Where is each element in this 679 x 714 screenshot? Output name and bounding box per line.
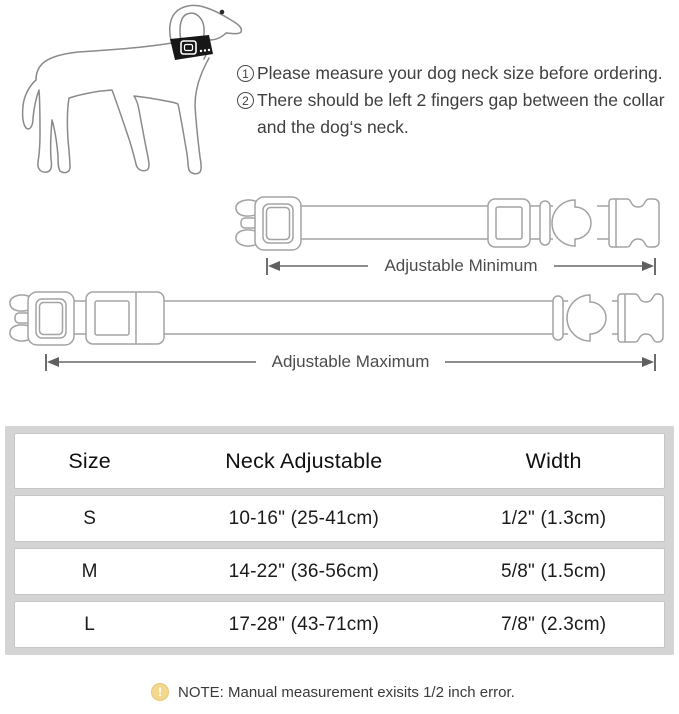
header-width: Width: [525, 448, 582, 473]
maximum-dimension-arrow: [45, 352, 656, 372]
size-table-header-row: [14, 433, 665, 489]
dimension-line: [445, 361, 642, 363]
dimension-line: [554, 265, 642, 267]
cell-neck: 17-28" (43-71cm): [228, 613, 379, 635]
instruction-text-1: Please measure your dog neck size before ordering.: [257, 63, 663, 83]
cell-size: M: [81, 560, 98, 582]
table-row-m: [14, 548, 665, 595]
arrowhead-left-icon: [47, 357, 59, 367]
collar-maximum-diagram: [8, 287, 664, 351]
cell-neck: 10-16" (25-41cm): [228, 507, 379, 529]
dog-illustration: [12, 2, 262, 182]
cell-width: 7/8" (2.3cm): [501, 613, 607, 635]
dimension-endbar-right: [654, 354, 656, 371]
dog-collar: [170, 35, 213, 60]
instruction-item-1: [237, 60, 675, 87]
header-size: Size: [68, 448, 111, 473]
cell-width: 5/8" (1.5cm): [501, 560, 607, 582]
dog-body: [23, 43, 209, 174]
cell-width: 1/2" (1.3cm): [501, 507, 607, 529]
arrowhead-right-icon: [642, 261, 654, 271]
table-row-l: [14, 601, 665, 648]
collar-minimum-diagram: [228, 192, 662, 256]
arrowhead-left-icon: [268, 261, 280, 271]
cell-size: S: [83, 507, 97, 529]
exclamation-icon: !: [151, 683, 169, 701]
circled-number-1-icon: 1: [237, 65, 254, 82]
minimum-dimension-arrow: [266, 256, 656, 276]
dimension-line: [59, 361, 256, 363]
instruction-text-2: There should be left 2 fingers gap between the collar and the dog‘s neck.: [257, 90, 665, 137]
header-neck-adjustable: Neck Adjustable: [225, 448, 383, 473]
cell-neck: 14-22" (36-56cm): [228, 560, 379, 582]
dimension-endbar-right: [654, 258, 656, 275]
maximum-label: Adjustable Maximum: [271, 352, 430, 371]
measurement-note: [151, 683, 515, 701]
circled-number-2-icon: 2: [237, 92, 254, 109]
size-table: [5, 426, 674, 655]
arrowhead-right-icon: [642, 357, 654, 367]
dog-eye: [220, 10, 225, 15]
measurement-instructions: [237, 60, 675, 141]
cell-size: L: [84, 613, 96, 635]
instruction-item-2: [237, 87, 675, 141]
dimension-line: [280, 265, 368, 267]
minimum-label: Adjustable Minimum: [384, 256, 538, 275]
note-text: NOTE: Manual measurement exisits 1/2 inch error.: [178, 683, 515, 701]
table-row-s: [14, 495, 665, 542]
